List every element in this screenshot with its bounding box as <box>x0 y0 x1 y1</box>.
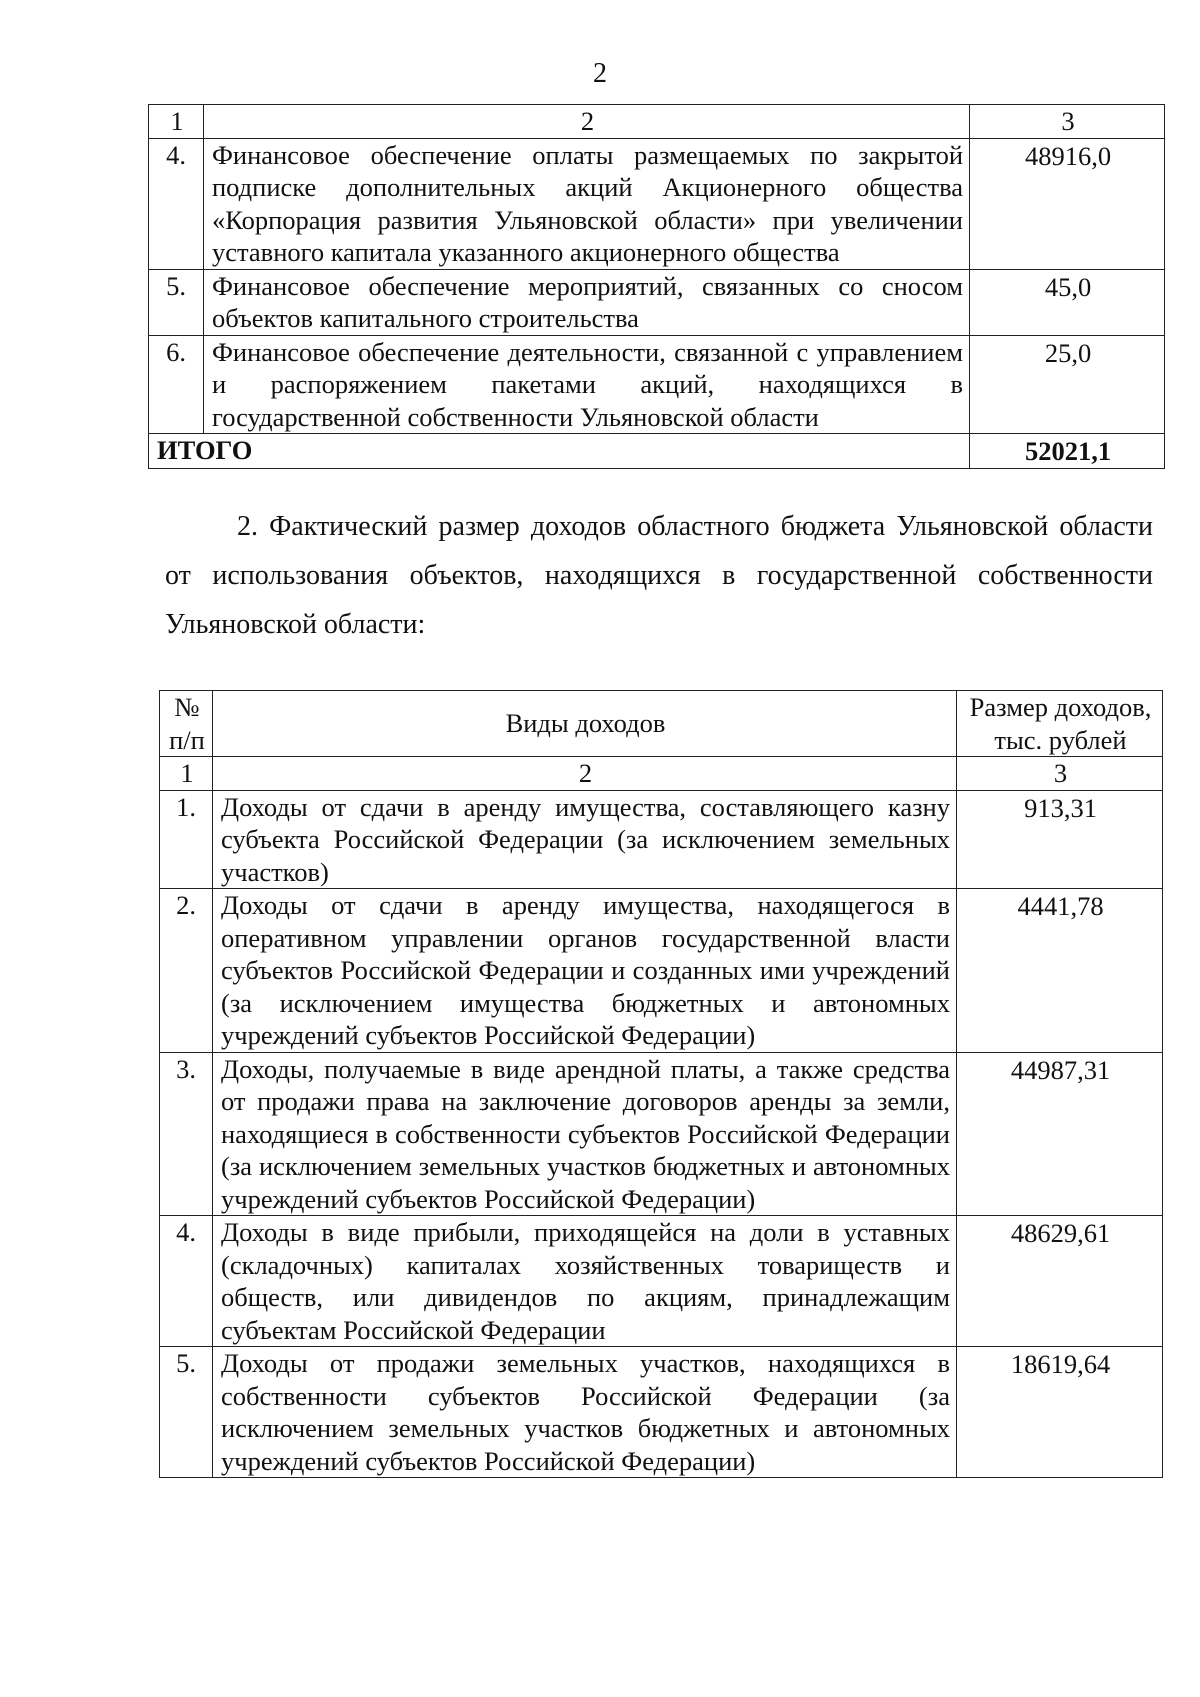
income-table <box>159 690 1163 1478</box>
column-index-2: 2 <box>204 105 970 139</box>
row-number: 4. <box>149 138 204 269</box>
row-description: Доходы, получаемые в виде арендной платы, а также средства от продажи права на заключение договоров аренды за земли, находящиеся в собственности субъектов Российской Федерации (за исключением земельных участков бюджетных и автономных учреждений субъектов Российской Федерации) <box>213 1052 957 1216</box>
row-amount: 18619,64 <box>957 1347 1163 1478</box>
page-number: 2 <box>593 58 607 89</box>
row-amount: 4441,78 <box>957 889 1163 1053</box>
column-index-1: 1 <box>149 105 204 139</box>
table-row <box>160 790 1163 889</box>
row-amount: 45,0 <box>970 269 1165 335</box>
table-index-row <box>160 757 1163 791</box>
row-number: 3. <box>160 1052 213 1216</box>
table-row <box>149 138 1165 269</box>
column-index-1: 1 <box>160 757 213 791</box>
header-income-type: Виды доходов <box>213 691 957 757</box>
expenses-table <box>148 104 1165 469</box>
row-number: 5. <box>160 1347 213 1478</box>
total-value: 52021,1 <box>970 434 1165 469</box>
row-description: Доходы в виде прибыли, приходящейся на доли в уставных (складочных) капиталах хозяйственных товариществ и обществ, или дивидендов по акциям, принадлежащим субъектам Российской Федерации <box>213 1216 957 1347</box>
column-index-3: 3 <box>970 105 1165 139</box>
row-number: 4. <box>160 1216 213 1347</box>
row-number: 6. <box>149 335 204 434</box>
row-amount: 44987,31 <box>957 1052 1163 1216</box>
row-amount: 48916,0 <box>970 138 1165 269</box>
table-row <box>160 1052 1163 1216</box>
table-row <box>149 269 1165 335</box>
row-number: 2. <box>160 889 213 1053</box>
table-row <box>160 1347 1163 1478</box>
row-number: 5. <box>149 269 204 335</box>
row-description: Доходы от сдачи в аренду имущества, находящегося в оперативном управлении органов государственной власти субъектов Российской Федерации и созданных ими учреждений (за исключением имущества бюджетных и автономных учреждений субъектов Российской Федерации) <box>213 889 957 1053</box>
table-row <box>160 889 1163 1053</box>
row-description: Финансовое обеспечение деятельности, связанной с управлением и распоряжением пакетами акций, находящихся в государственной собственности Ульяновской области <box>204 335 970 434</box>
column-index-2: 2 <box>213 757 957 791</box>
table-row <box>149 335 1165 434</box>
table-header-row <box>149 105 1165 139</box>
total-label: ИТОГО <box>149 434 970 469</box>
row-description: Доходы от сдачи в аренду имущества, составляющего казну субъекта Российской Федерации (за исключением земельных участков) <box>213 790 957 889</box>
table-header-row <box>160 691 1163 757</box>
column-index-3: 3 <box>957 757 1163 791</box>
table-row <box>160 1216 1163 1347</box>
section-paragraph: 2. Фактический размер доходов областного бюджета Ульяновской области от использования объектов, находящихся в государственной собственности Ульяновской области: <box>165 511 1153 640</box>
row-amount: 913,31 <box>957 790 1163 889</box>
row-description: Финансовое обеспечение оплаты размещаемых по закрытой подписке дополнительных акций Акционерного общества «Корпорация развития Ульяновской области» при увеличении уставного капитала указанного акционерного общества <box>204 138 970 269</box>
row-amount: 48629,61 <box>957 1216 1163 1347</box>
header-income-amount: Размер доходов, тыс. рублей <box>957 691 1163 757</box>
header-number: № п/п <box>160 691 213 757</box>
row-description: Финансовое обеспечение мероприятий, связанных со сносом объектов капитального строительства <box>204 269 970 335</box>
row-amount: 25,0 <box>970 335 1165 434</box>
total-row <box>149 434 1165 469</box>
row-number: 1. <box>160 790 213 889</box>
row-description: Доходы от продажи земельных участков, находящихся в собственности субъектов Российской Федерации (за исключением земельных участков бюджетных и автономных учреждений субъектов Российской Федерации) <box>213 1347 957 1478</box>
